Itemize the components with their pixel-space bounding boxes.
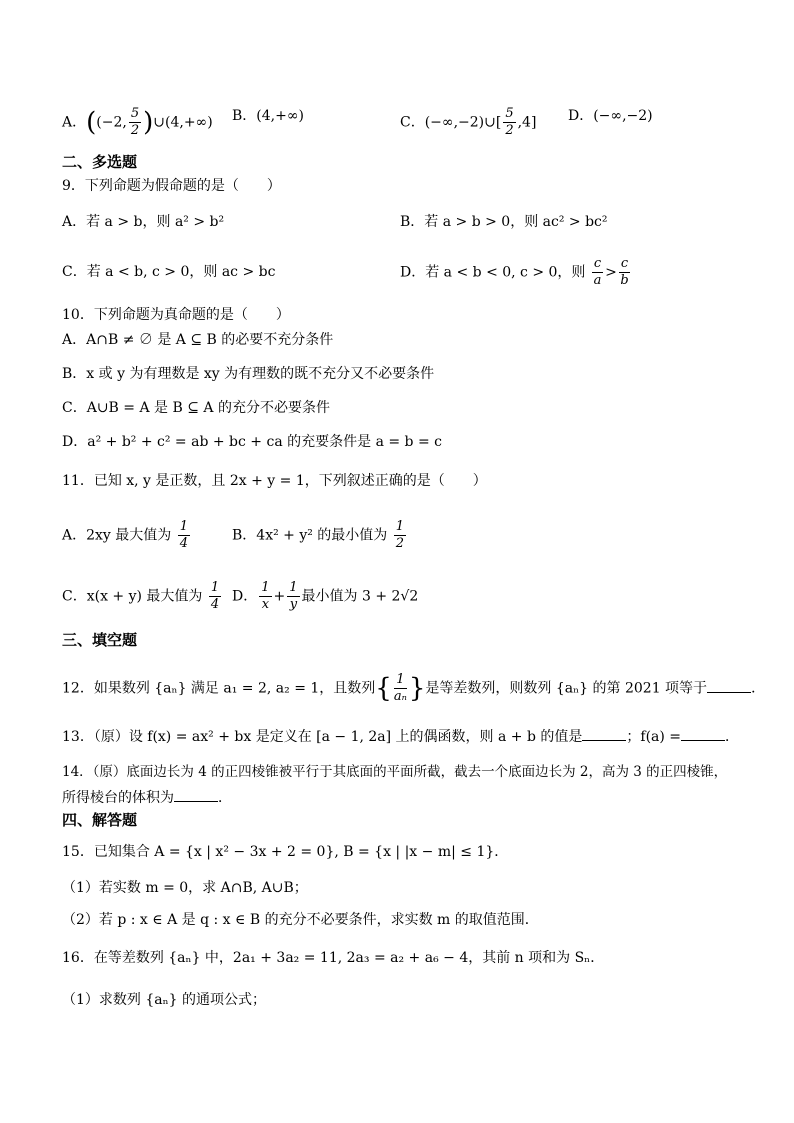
q8-option-a-label: A． [62,114,87,131]
q9-d-f1-den: a [593,273,602,288]
q11-d-f2-num: 1 [289,580,298,595]
q8-option-a-post: ∪(4,+∞) [153,114,213,131]
q9-d-f2-den: b [620,273,629,288]
q8-option-c-post: ,4] [517,114,537,131]
q15-part-2: （2）若 p : x ∈ A 是 q : x ∈ B 的充分不必要条件，求实数 m 的取值范围． [62,912,539,928]
q12-end: ． [751,680,766,697]
q10-option-c: C．A∪B = A 是 B ⊆ A 的充分不必要条件 [62,400,330,416]
q16-stem: 16．在等差数列 {aₙ} 中，2a₁ + 3a₂ = 11, 2a₃ = a₂ + a₆ − 4，其前 n 项和为 Sₙ． [62,950,605,966]
q11-a-num: 1 [179,519,189,534]
q12-pre: 12．如果数列 {aₙ} 满足 a₁ = 2, a₂ = 1，且数列 [62,680,376,697]
q15-part-1: （1）若实数 m = 0，求 A∩B, A∪B； [62,880,308,896]
q11-option-d [232,580,418,613]
q14-line-2 [62,787,232,808]
section-2-heading: 二、多选题 [62,153,138,171]
q11-option-c [62,580,223,613]
q11-c-pre: C．x(x + y) 最大值为 [62,588,203,605]
q11-d-fraction-1 [259,580,271,613]
q14-line2-pre: 所得棱台的体积为 [62,790,174,806]
q11-d-f1-num: 1 [261,580,270,595]
q11-a-pre: A．2xy 最大值为 [62,527,172,544]
q11-d-pre: D． [232,588,258,605]
q11-b-pre: B．4x² + y² 的最小值为 [232,527,388,544]
q8-c-num: 5 [505,106,514,121]
q11-d-f2-den: y [289,597,298,612]
q8-option-c [400,106,536,139]
q9-option-d-pre: D．若 a < b < 0, c > 0，则 [400,264,586,281]
q12-num: 1 [394,672,407,689]
q12-answer-blank[interactable] [707,678,751,693]
q14-line-1: 14．（原）底面边长为 4 的正四棱锥被平行于其底面的平面所截，截去一个底面边长为 2，高为 3 的正四棱锥， [62,764,728,780]
q11-c-fraction [209,580,221,613]
q10-stem: 10．下列命题为真命题的是（ ） [62,307,290,323]
q12-text: 12．如果数列 {aₙ} 满足 a₁ = 2, a₂ = 1，且数列{ $\frac{1}{\text{aₙ}}$ }是等差数列，则数列 {aₙ} 的第 2021 项等于 ． [62,672,766,704]
q9-d-fraction-2 [619,256,630,289]
q15-stem: 15．已知集合 A = {x | x² − 3x + 2 = 0}, B = {x | |x − m| ≤ 1}． [62,844,509,860]
q14-answer-blank[interactable] [174,787,218,802]
q11-b-den: 2 [395,536,405,551]
q13-answer-blank-2[interactable] [681,726,725,741]
q12-fraction [394,672,407,705]
q9-stem: 9．下列命题为假命题的是（ ） [62,178,281,194]
q8-option-a-pre: (−2, [96,114,127,131]
q9-d-fraction-1 [592,256,603,289]
q11-stem: 11．已知 x, y 是正数，且 2x + y = 1，下列叙述正确的是（ ） [62,473,487,489]
q8-option-c-label: C． [400,114,425,131]
q12-den: aₙ [393,689,407,704]
q8-option-b: B．(4,+∞) [232,108,304,124]
q8-option-d: D．(−∞,−2) [568,108,653,124]
q11-d-f1-den: x [261,597,270,612]
q11-option-a [62,519,192,552]
q11-d-plus: + [273,588,286,605]
q10-option-d: D．a² + b² + c² = ab + bc + ca 的充要条件是 a = b = c [62,434,442,450]
q10-option-a: A．A∩B ≠ ∅ 是 A ⊆ B 的必要不充分条件 [62,332,334,348]
q11-a-den: 4 [179,536,189,551]
q8-a-den: 2 [130,123,140,138]
q13-answer-blank-1[interactable] [582,726,626,741]
q10-option-b: B．x 或 y 为有理数是 xy 为有理数的既不充分又不必要条件 [62,366,435,382]
q14-end: ． [218,790,232,806]
q9-d-f2-num: c [620,256,629,271]
q8-option-c-fraction [503,106,515,139]
q13-end: ． [725,729,740,745]
q13-text [62,726,739,747]
q9-option-b: B．若 a > b > 0，则 ac² > bc² [400,214,608,230]
q12-post: 是等差数列，则数列 {aₙ} 的第 2021 项等于 [425,680,708,697]
q16-part-1: （1）求数列 {aₙ} 的通项公式； [62,992,267,1008]
q11-b-fraction [394,519,406,552]
q11-c-den: 4 [210,597,220,612]
q8-option-a: A．((−2, $\frac{5}{2}$ )∪(4,+∞) [62,106,213,138]
q11-d-post: 最小值为 3 + 2√2 [301,588,419,605]
q9-option-d [400,256,632,289]
q9-d-gt: > [605,264,617,281]
q11-b-num: 1 [395,519,405,534]
q13-mid: ；f(a) = [626,729,682,745]
section-4-heading: 四、解答题 [62,811,138,829]
q9-option-a: A．若 a > b，则 a² > b² [62,214,225,230]
q11-c-num: 1 [210,580,220,595]
q9-d-f1-num: c [593,256,602,271]
q13-pre: 13．（原）设 f(x) = ax² + bx 是定义在 [a − 1, 2a] 上的偶函数，则 a + b 的值是 [62,729,583,745]
q8-option-a-fraction [129,106,141,139]
q8-option-c-pre: (−∞,−2)∪[ [424,114,502,131]
q9-option-c: C．若 a < b, c > 0，则 ac > bc [62,264,276,280]
q11-option-b [232,519,408,552]
section-3-heading: 三、填空题 [62,631,138,649]
q8-c-den: 2 [505,123,514,138]
q11-a-fraction [178,519,190,552]
q11-d-fraction-2 [287,580,299,613]
q8-a-num: 5 [130,106,140,121]
